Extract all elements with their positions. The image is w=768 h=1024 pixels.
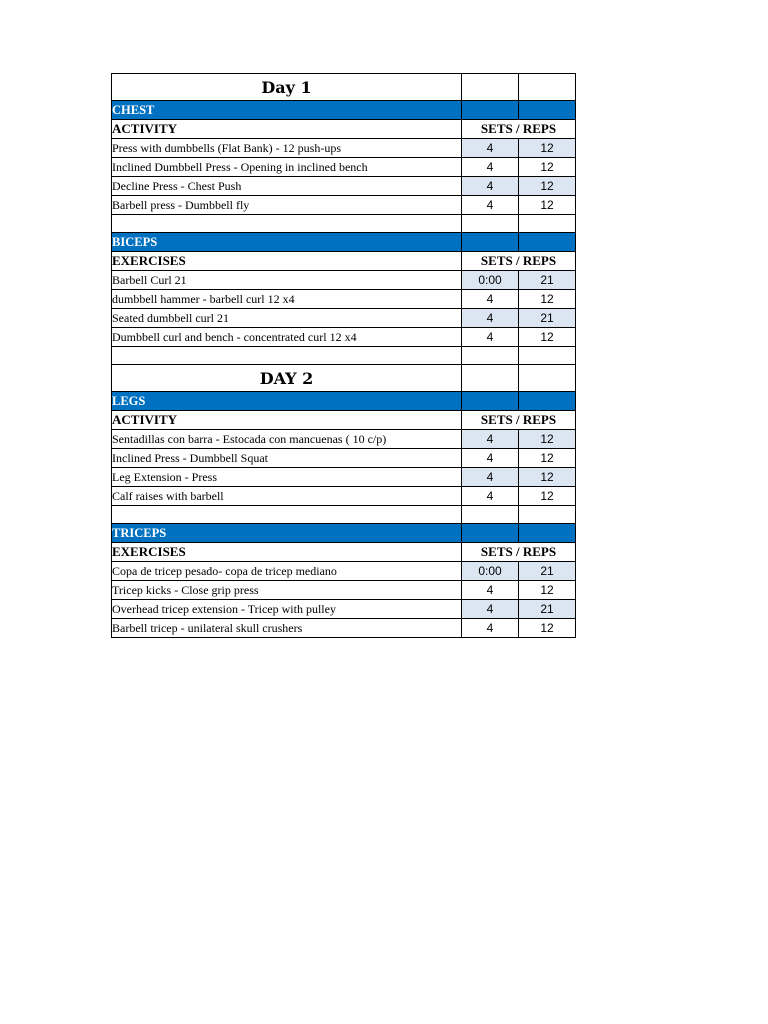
exercise-row — [112, 619, 576, 638]
empty-cell — [462, 365, 519, 392]
sets-reps-header: SETS / REPS — [462, 411, 576, 430]
exercise-row — [112, 328, 576, 347]
empty-cell — [519, 74, 576, 101]
exercise-name: Copa de tricep pesado- copa de tricep mediano — [112, 562, 462, 581]
empty-cell — [112, 215, 462, 233]
sets-cell: 4 — [462, 581, 519, 600]
reps-cell: 12 — [519, 196, 576, 215]
section-fill-cell — [462, 392, 519, 411]
section-header-row — [112, 233, 576, 252]
reps-cell: 12 — [519, 487, 576, 506]
reps-cell: 12 — [519, 619, 576, 638]
sets-reps-header: SETS / REPS — [462, 543, 576, 562]
exercise-row — [112, 562, 576, 581]
sets-cell: 4 — [462, 468, 519, 487]
exercise-name: Inclined Dumbbell Press - Opening in inclined bench — [112, 158, 462, 177]
column-header-row — [112, 252, 576, 271]
exercise-row — [112, 487, 576, 506]
sets-cell: 4 — [462, 328, 519, 347]
workout-table-body — [112, 74, 576, 638]
exercise-name: Sentadillas con barra - Estocada con mancuenas ( 10 c/p) — [112, 430, 462, 449]
section-title: BICEPS — [112, 233, 462, 252]
sets-cell: 4 — [462, 196, 519, 215]
exercise-row — [112, 430, 576, 449]
empty-cell — [462, 215, 519, 233]
reps-cell: 12 — [519, 581, 576, 600]
day-title: DAY 2 — [112, 365, 462, 392]
exercise-row — [112, 468, 576, 487]
reps-cell: 12 — [519, 290, 576, 309]
exercise-name: Leg Extension - Press — [112, 468, 462, 487]
sets-reps-header: SETS / REPS — [462, 120, 576, 139]
exercise-name: Dumbbell curl and bench - concentrated curl 12 x4 — [112, 328, 462, 347]
empty-cell — [519, 365, 576, 392]
section-header-row — [112, 392, 576, 411]
reps-cell: 12 — [519, 430, 576, 449]
exercise-row — [112, 449, 576, 468]
reps-cell: 21 — [519, 562, 576, 581]
exercise-name: Seated dumbbell curl 21 — [112, 309, 462, 328]
reps-cell: 12 — [519, 139, 576, 158]
section-header-row — [112, 101, 576, 120]
spacer-row — [112, 506, 576, 524]
spacer-row — [112, 347, 576, 365]
exercise-name: Tricep kicks - Close grip press — [112, 581, 462, 600]
section-title: LEGS — [112, 392, 462, 411]
reps-cell: 21 — [519, 309, 576, 328]
exercise-row — [112, 139, 576, 158]
section-title: TRICEPS — [112, 524, 462, 543]
exercise-name: Overhead tricep extension - Tricep with pulley — [112, 600, 462, 619]
sets-cell: 4 — [462, 290, 519, 309]
section-fill-cell — [462, 101, 519, 120]
column-label: EXERCISES — [112, 252, 462, 271]
sets-cell: 4 — [462, 430, 519, 449]
reps-cell: 12 — [519, 328, 576, 347]
reps-cell: 12 — [519, 177, 576, 196]
sets-cell: 4 — [462, 309, 519, 328]
exercise-name: Press with dumbbells (Flat Bank) - 12 push-ups — [112, 139, 462, 158]
sets-reps-header: SETS / REPS — [462, 252, 576, 271]
empty-cell — [519, 506, 576, 524]
section-title: CHEST — [112, 101, 462, 120]
empty-cell — [462, 347, 519, 365]
section-fill-cell — [462, 524, 519, 543]
empty-cell — [462, 74, 519, 101]
empty-cell — [519, 347, 576, 365]
exercise-row — [112, 196, 576, 215]
day-header-row — [112, 74, 576, 101]
section-fill-cell — [519, 524, 576, 543]
sets-cell: 4 — [462, 600, 519, 619]
empty-cell — [112, 347, 462, 365]
section-header-row — [112, 524, 576, 543]
empty-cell — [519, 215, 576, 233]
exercise-row — [112, 581, 576, 600]
sets-cell: 4 — [462, 177, 519, 196]
exercise-name: Barbell Curl 21 — [112, 271, 462, 290]
sets-cell: 4 — [462, 158, 519, 177]
empty-cell — [112, 506, 462, 524]
exercise-row — [112, 600, 576, 619]
exercise-row — [112, 309, 576, 328]
sets-cell: 4 — [462, 449, 519, 468]
day-title: Day 1 — [112, 74, 462, 101]
exercise-row — [112, 290, 576, 309]
exercise-name: Barbell tricep - unilateral skull crushers — [112, 619, 462, 638]
exercise-name: dumbbell hammer - barbell curl 12 x4 — [112, 290, 462, 309]
workout-table — [111, 73, 576, 638]
column-label: ACTIVITY — [112, 120, 462, 139]
column-header-row — [112, 120, 576, 139]
reps-cell: 12 — [519, 468, 576, 487]
column-label: EXERCISES — [112, 543, 462, 562]
exercise-row — [112, 177, 576, 196]
reps-cell: 12 — [519, 449, 576, 468]
exercise-name: Calf raises with barbell — [112, 487, 462, 506]
exercise-name: Inclined Press - Dumbbell Squat — [112, 449, 462, 468]
sets-cell: 4 — [462, 139, 519, 158]
section-fill-cell — [519, 233, 576, 252]
section-fill-cell — [462, 233, 519, 252]
spacer-row — [112, 215, 576, 233]
day-header-row — [112, 365, 576, 392]
reps-cell: 12 — [519, 158, 576, 177]
exercise-name: Barbell press - Dumbbell fly — [112, 196, 462, 215]
exercise-row — [112, 271, 576, 290]
reps-cell: 21 — [519, 600, 576, 619]
empty-cell — [462, 506, 519, 524]
sets-cell: 4 — [462, 487, 519, 506]
column-header-row — [112, 411, 576, 430]
section-fill-cell — [519, 392, 576, 411]
column-label: ACTIVITY — [112, 411, 462, 430]
section-fill-cell — [519, 101, 576, 120]
exercise-name: Decline Press - Chest Push — [112, 177, 462, 196]
sets-cell: 0:00 — [462, 562, 519, 581]
exercise-row — [112, 158, 576, 177]
reps-cell: 21 — [519, 271, 576, 290]
sets-cell: 4 — [462, 619, 519, 638]
column-header-row — [112, 543, 576, 562]
sets-cell: 0:00 — [462, 271, 519, 290]
